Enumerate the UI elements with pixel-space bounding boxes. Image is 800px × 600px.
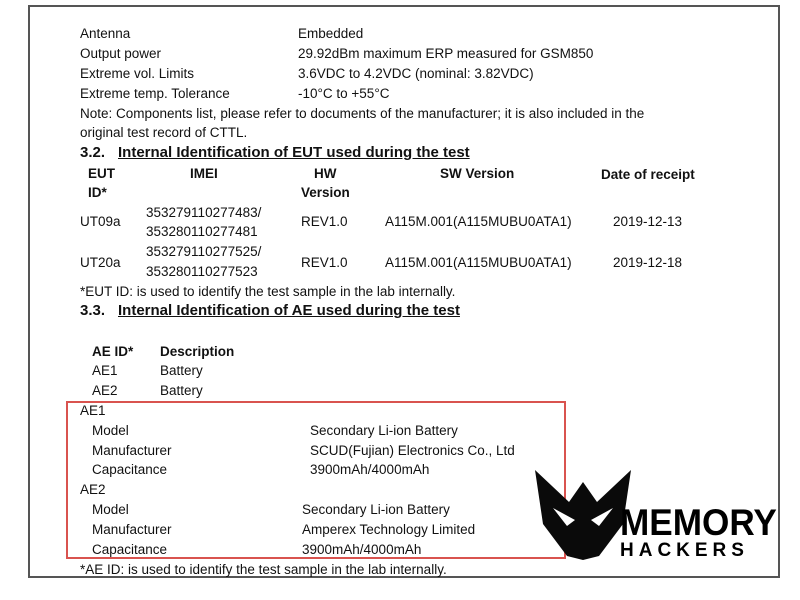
ae2-model-label: Model [92, 502, 129, 517]
eut-row-2-imei-2: 353280110277523 [146, 264, 258, 279]
ae-footnote: *AE ID: is used to identify the test sample in the lab internally. [80, 562, 447, 577]
ae1-capacitance-label: Capacitance [92, 462, 168, 477]
header-imei: IMEI [190, 166, 218, 181]
spec-label-output-power: Output power [80, 46, 162, 61]
eut-row-2-hw: REV1.0 [301, 255, 348, 270]
header-date-of-receipt: Date of receipt [601, 167, 695, 182]
section-3-3-number: 3.3. [80, 302, 106, 319]
spec-label-temperature: Extreme temp. Tolerance [80, 86, 230, 101]
spec-value-antenna: Embedded [298, 26, 364, 41]
section-3-2-title: Internal Identification of EUT used during the test [118, 144, 470, 161]
header-hw-line1: HW [314, 166, 337, 181]
logo-word-hackers: HACKERS [620, 540, 749, 561]
spec-label-antenna: Antenna [80, 26, 131, 41]
eut-row-1-date: 2019-12-13 [613, 214, 683, 229]
eut-row-1-hw: REV1.0 [301, 214, 348, 229]
eut-row-2-id: UT20a [80, 255, 121, 270]
ae1-model-label: Model [92, 423, 129, 438]
ae2-manufacturer-value: Amperex Technology Limited [302, 522, 476, 537]
spec-value-output-power: 29.92dBm maximum ERP measured for GSM850 [298, 46, 594, 61]
ae2-capacitance-value: 3900mAh/4000mAh [302, 542, 422, 557]
ae2-capacitance-label: Capacitance [92, 542, 168, 557]
ae1-manufacturer-label: Manufacturer [92, 443, 172, 458]
spec-value-temperature: -10°C to +55°C [298, 86, 390, 101]
ae1-manufacturer-value: SCUD(Fujian) Electronics Co., Ltd [310, 443, 515, 458]
ae2-manufacturer-label: Manufacturer [92, 522, 172, 537]
eut-row-1-imei-1: 353279110277483/ [146, 205, 262, 220]
ae-row-1-id: AE1 [92, 363, 118, 378]
header-hw-line2: Version [301, 185, 350, 200]
spec-value-voltage: 3.6VDC to 4.2VDC (nominal: 3.82VDC) [298, 66, 534, 81]
section-3-3-title: Internal Identification of AE used during the test [118, 302, 460, 319]
ae1-heading: AE1 [80, 403, 106, 418]
eut-row-2-date: 2019-12-18 [613, 255, 683, 270]
eut-row-2-imei-1: 353279110277525/ [146, 244, 262, 259]
eut-row-2-sw: A115M.001(A115MUBU0ATA1) [385, 255, 572, 270]
ae-row-2-id: AE2 [92, 383, 118, 398]
note-line-2: original test record of CTTL. [80, 125, 248, 140]
ae1-model-value: Secondary Li-ion Battery [310, 423, 458, 438]
header-eut-line2: ID* [88, 185, 107, 200]
ae1-capacitance-value: 3900mAh/4000mAh [310, 462, 430, 477]
header-sw-version: SW Version [440, 166, 515, 181]
eut-row-1-id: UT09a [80, 214, 121, 229]
note-line-1: Note: Components list, please refer to documents of the manufacturer; it is also included in the [80, 106, 645, 121]
spec-label-voltage: Extreme vol. Limits [80, 66, 195, 81]
logo-word-memory: MEMORY [620, 502, 777, 543]
header-ae-id: AE ID* [92, 344, 134, 359]
header-eut-line1: EUT [88, 166, 115, 181]
eut-row-1-sw: A115M.001(A115MUBU0ATA1) [385, 214, 572, 229]
ae-row-2-desc: Battery [160, 383, 203, 398]
eut-row-1-imei-2: 353280110277481 [146, 224, 258, 239]
ae-row-1-desc: Battery [160, 363, 203, 378]
ae2-model-value: Secondary Li-ion Battery [302, 502, 450, 517]
eut-footnote: *EUT ID: is used to identify the test sample in the lab internally. [80, 284, 456, 299]
section-3-2-number: 3.2. [80, 144, 106, 161]
header-description: Description [160, 344, 235, 359]
ae2-heading: AE2 [80, 482, 106, 497]
